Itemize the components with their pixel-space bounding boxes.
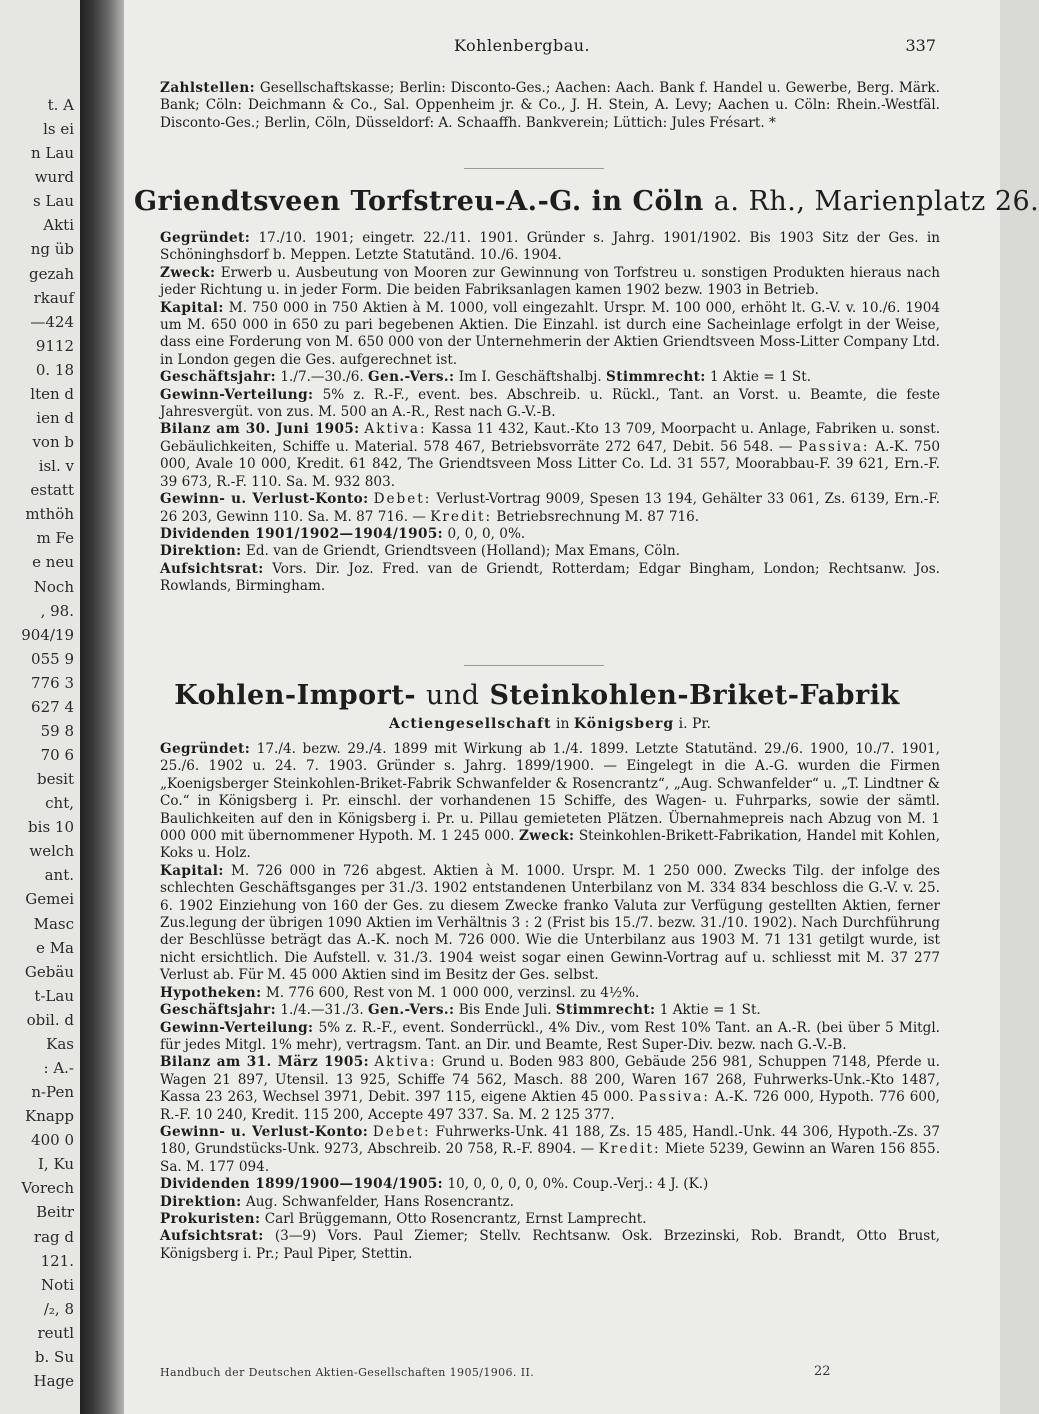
zweck-label: Zweck: bbox=[518, 828, 575, 845]
zahlstellen-label: Zahlstellen: bbox=[160, 80, 256, 96]
company-title-kohlen-import bbox=[134, 680, 940, 711]
aktiva-label: Aktiva: bbox=[374, 1054, 437, 1071]
left-margin-fragment: , 98. bbox=[40, 602, 74, 620]
genvers-text: Bis Ende Juli. bbox=[458, 1002, 552, 1019]
subtitle-in: in bbox=[555, 716, 570, 732]
hypotheken-label: Hypotheken: bbox=[160, 984, 262, 1001]
zahlstellen-text: Gesellschaftskasse; Berlin: Disconto-Ges.; Aachen: Aach. Bank f. Handel u. Gewerbe, Berg. Märk. Bank; Cöln: Deichmann & Co., Sal. Oppenheim jr. & Co., J. H. Stein, A. Levy; Aachen u. Cöln: Rhein.-Westfäl. Disconto-Ges.; Berlin, Cöln, Düsseldorf: A. Schaaffh. Bankverein; Lüttich: Jules Frésart. * bbox=[160, 80, 940, 131]
left-margin-fragment: wurd bbox=[34, 168, 74, 186]
book-page bbox=[124, 0, 1039, 1414]
gegruendet-label: Gegründet: bbox=[160, 230, 251, 246]
zweck-text: Erwerb u. Ausbeutung von Mooren zur Gewinnung von Torfstreu u. sonstigen Produkten hieraus nach jeder Richtung u. in jeder Form. Die beiden Fabriksanlagen kamen 1902 bezw. 1903 in Betrieb. bbox=[160, 264, 941, 299]
running-head: Kohlenbergbau. bbox=[454, 36, 591, 55]
direktion-text: Aug. Schwanfelder, Hans Rosencrantz. bbox=[245, 1193, 514, 1210]
genvers-text: Im I. Geschäftshalbj. bbox=[458, 369, 602, 386]
kredit-label: Kredit: bbox=[598, 1141, 661, 1158]
aufsichtsrat-text: (3—9) Vors. Paul Ziemer; Stellv. Rechtsanw. Osk. Brzezinski, Rob. Brandt, Otto Brust, Königsberg i. Pr.; Paul Piper, Stettin. bbox=[160, 1228, 941, 1262]
dividenden-label: Dividenden 1899/1900—1904/1905: bbox=[160, 1176, 444, 1193]
left-margin-fragment: cht, bbox=[45, 794, 74, 812]
hypotheken-text: M. 776 600, Rest von M. 1 000 000, verzinsl. zu 4½%. bbox=[265, 984, 640, 1001]
left-margin-fragment: ls ei bbox=[43, 120, 74, 138]
bilanz-passiva-text: A.-K. 750 000, Avale 10 000, Kredit. 61 842, The Griendtsveen Moss Litter Co. Ld. 31 557, Moorabbau-F. 39 621, Ern.-F. 39 673, R.-F. 110. Sa. M. 932 803. bbox=[160, 438, 941, 490]
aufsichtsrat-text: Vors. Dir. Joz. Fred. van de Griendt, Rotterdam; Edgar Bingham, London; Rechtsanw. Jos. Rowlands, Birmingham. bbox=[160, 560, 940, 595]
left-margin-fragment: gezah bbox=[29, 265, 74, 283]
left-margin-fragment: Masc bbox=[33, 915, 74, 933]
prokuristen-text: Carl Brüggemann, Otto Rosencrantz, Ernst Lamprecht. bbox=[264, 1210, 647, 1227]
gegruendet-label: Gegründet: bbox=[160, 741, 251, 757]
left-margin-fragment: Kas bbox=[46, 1035, 74, 1053]
dividenden-text: 0, 0, 0, 0%. bbox=[447, 525, 526, 542]
zweck-label: Zweck: bbox=[160, 264, 216, 281]
left-margin-fragment: Hage bbox=[33, 1372, 74, 1390]
gewinn-verteilung-label: Gewinn-Verteilung: bbox=[160, 1019, 314, 1036]
gewinn-verteilung-label: Gewinn-Verteilung: bbox=[160, 386, 314, 403]
left-margin-fragment: rag d bbox=[33, 1228, 74, 1246]
kapital-label: Kapital: bbox=[160, 299, 224, 316]
left-margin-fragment: 121. bbox=[40, 1252, 74, 1270]
book-gutter bbox=[80, 0, 124, 1414]
left-margin-fragment: 904/19 bbox=[21, 626, 74, 644]
left-margin-fragment: t. A bbox=[47, 96, 74, 114]
left-margin-fragment: : A.- bbox=[43, 1059, 74, 1077]
kapital-text: M. 726 000 in 726 abgest. Aktien à M. 1000. Urspr. M. 1 250 000. Zwecks Tilg. der infolge des schlechten Geschäftsganges per 31./3. 1902 entstandenen Unterbilanz von M. 334 834 beschloss die G.-V. v. 25. 6. 1902 Einziehung von 160 der Ges. zu diesem Zwecke franko Valuta zur Verfügung gestellten Aktien, ferner Zus.legung der übrigen 1090 Aktien im Verhältnis 3 : 2 (Frist bis 15./7. bezw. 31./10. 1902). Nach Durchführung der Beschlüsse beträgt das A.-K. noch M. 726 000. Wie die Unterbilanz aus 1903 M. 71 131 getilgt wurde, ist nicht ersichtlich. Die Aufstell. v. 31./3. 1904 weist sogar einen Gewinn-Vortrag auf u. schliesst mit M. 37 277 Verlust ab. Für M. 45 000 Aktien sind im Besitz der Ges. selbst. bbox=[160, 862, 940, 984]
bilanz-label: Bilanz am 30. Juni 1905: bbox=[160, 421, 360, 438]
kredit-label: Kredit: bbox=[430, 508, 493, 525]
zahlstellen-paragraph bbox=[160, 80, 940, 132]
aktiva-label: Aktiva: bbox=[364, 421, 427, 438]
dividenden-text: 10, 0, 0, 0, 0, 0%. Coup.-Verj.: 4 J. (K.) bbox=[447, 1176, 709, 1193]
stimmrecht-label: Stimmrecht: bbox=[555, 1002, 656, 1019]
company-title-part2: Steinkohlen-Briket-Fabrik bbox=[489, 680, 900, 711]
left-margin-fragment: Vorech bbox=[21, 1179, 74, 1197]
left-margin-fragment: Gemei bbox=[25, 890, 74, 908]
left-margin-fragment: 9112 bbox=[35, 337, 74, 355]
left-margin-fragment: t-Lau bbox=[34, 987, 74, 1005]
direktion-text: Ed. van de Griendt, Griendtsveen (Holland); Max Emans, Cöln. bbox=[245, 543, 681, 560]
left-margin-fragment: ien d bbox=[36, 409, 74, 427]
geschaeftsjahr-text: 1./7.—30./6. bbox=[280, 369, 364, 386]
page-footer: Handbuch der Deutschen Aktien-Gesellschaften 1905/1906. II. bbox=[160, 1366, 535, 1379]
subtitle-ag: Actiengesellschaft bbox=[388, 716, 552, 732]
guv-kredit-text: Miete 5239, Gewinn an Waren 156 855. Sa. M. 177 094. bbox=[160, 1141, 941, 1175]
geschaeftsjahr-text: 1./4.—31./3. bbox=[280, 1002, 364, 1019]
company-title-und: und bbox=[425, 680, 480, 711]
geschaeftsjahr-label: Geschäftsjahr: bbox=[160, 1002, 277, 1019]
bilanz-label: Bilanz am 31. März 1905: bbox=[160, 1054, 370, 1071]
left-margin-fragment: 70 6 bbox=[40, 746, 74, 764]
separator-rule bbox=[464, 168, 604, 169]
passiva-label: Passiva: bbox=[798, 438, 870, 455]
left-margin-fragment: e Ma bbox=[36, 939, 74, 957]
left-margin-fragment: obil. d bbox=[26, 1011, 74, 1029]
left-margin-fragment: 627 4 bbox=[31, 698, 74, 716]
left-margin-fragment: Gebäu bbox=[24, 963, 74, 981]
left-margin-fragment: n Lau bbox=[31, 144, 74, 162]
left-margin-fragment: isl. v bbox=[38, 457, 74, 475]
passiva-label: Passiva: bbox=[638, 1089, 710, 1106]
prokuristen-label: Prokuristen: bbox=[160, 1210, 261, 1227]
left-margin-fragment: Beitr bbox=[36, 1203, 74, 1221]
kapital-label: Kapital: bbox=[160, 862, 224, 879]
direktion-label: Direktion: bbox=[160, 1193, 242, 1210]
left-margin-fragment: welch bbox=[29, 842, 74, 860]
aufsichtsrat-label: Aufsichtsrat: bbox=[160, 1228, 264, 1245]
left-margin-fragment: Noch bbox=[33, 578, 74, 596]
left-margin-fragment: 59 8 bbox=[40, 722, 74, 740]
left-page-margin-strip bbox=[0, 0, 80, 1414]
separator-rule bbox=[464, 665, 604, 666]
left-margin-fragment: Akti bbox=[43, 216, 74, 234]
genvers-label: Gen.-Vers.: bbox=[368, 369, 455, 386]
gegruendet-text: 17./10. 1901; eingetr. 22./11. 1901. Gründer s. Jahrg. 1901/1902. Bis 1903 Sitz der Ges. in Schöninghsdorf b. Meppen. Letzte Statutänd. 10./6. 1904. bbox=[160, 230, 940, 264]
guv-label: Gewinn- u. Verlust-Konto: bbox=[160, 491, 369, 508]
left-margin-fragment: lten d bbox=[30, 385, 74, 403]
gegruendet-text: 17./4. bezw. 29./4. 1899 mit Wirkung ab 1./4. 1899. Letzte Statutänd. 29./6. 1900, 10./7. 1901, 25./6. 1902 u. 24. 7. 1903. Gründer s. Jahrg. 1899/1900. — Eingelegt in die A.-G. wurden die Firmen „Koenigsberger Steinkohlen-Briket-Fabrik Schwanfelder & Rosencrantz“, „Aug. Schwanfelder“ u. „T. Lindtner & Co.“ in Königsberg i. Pr. einschl. der vorhandenen 15 Schiffe, des Wagen- u. Fuhrparks, sowie der sämtl. Baulichkeiten auf den in Königsberg i. Pr. u. Pillau gemieteten Plätzen. Übernahmepreis nach Abzug von M. 1 000 000 mit übernommener Hypoth. M. 1 245 000. bbox=[160, 741, 940, 845]
bilanz-passiva-text: A.-K. 726 000, Hypoth. 776 600, R.-F. 10 240, Kredit. 115 200, Accepte 497 337. Sa. M. 2 125 377. bbox=[160, 1089, 940, 1123]
left-margin-fragment: Knapp bbox=[24, 1107, 74, 1125]
left-margin-fragment: n-Pen bbox=[31, 1083, 74, 1101]
debet-label: Debet: bbox=[373, 491, 432, 508]
footer-signature-number: 22 bbox=[814, 1364, 831, 1379]
guv-kredit-text: Betriebsrechnung M. 87 716. bbox=[496, 508, 700, 525]
left-margin-fragment: reutl bbox=[37, 1324, 74, 1342]
company-subtitle bbox=[160, 716, 940, 732]
subtitle-city: Königsberg bbox=[573, 716, 675, 732]
left-margin-fragment: 055 9 bbox=[31, 650, 74, 668]
left-margin-fragment: von b bbox=[32, 433, 74, 451]
subtitle-rest: i. Pr. bbox=[678, 716, 712, 732]
left-margin-fragment: ng üb bbox=[30, 240, 74, 258]
gewinn-verteilung-text: 5% z. R.-F., event. Sonderrückl., 4% Div., vom Rest 10% Tant. an A.-R. (bei über 5 Mitgl. für jedes Mitgl. 1% mehr), vertragsm. Tant. an Dir. und Beamte, Rest Super-Div. bezw. nach G.-V.-B. bbox=[160, 1019, 940, 1053]
genvers-label: Gen.-Vers.: bbox=[368, 1002, 455, 1019]
bilanz-aktiva-text: Grund u. Boden 983 800, Gebäude 256 981, Schuppen 7148, Pferde u. Wagen 21 897, Utensil. 13 925, Schiffe 74 562, Masch. 88 200, Waren 167 268, Fuhrwerks-Unk.-Kto 1487, Kassa 23 263, Wechsel 3971, Debit. 397 115, eigene Aktien 45 000. bbox=[160, 1054, 940, 1106]
kohlen-import-entry bbox=[160, 741, 940, 1263]
left-margin-fragment: besit bbox=[36, 770, 74, 788]
left-margin-fragment: estatt bbox=[30, 481, 74, 499]
aufsichtsrat-label: Aufsichtsrat: bbox=[160, 560, 264, 577]
left-margin-fragment: b. Su bbox=[34, 1348, 74, 1366]
stimmrecht-label: Stimmrecht: bbox=[606, 369, 706, 386]
stimmrecht-text: 1 Aktie = 1 St. bbox=[659, 1002, 761, 1019]
left-margin-fragment: rkauf bbox=[33, 289, 74, 307]
gewinn-verteilung-text: 5% z. R.-F., event. bes. Abschreib. u. Rückl., Tant. an Vorst. u. Beamte, die feste Jahresvergüt. von zus. M. 500 an A.-R., Rest nach G.-V.-B. bbox=[160, 386, 940, 421]
griendtsveen-entry bbox=[160, 230, 940, 596]
left-margin-fragment: Noti bbox=[41, 1276, 74, 1294]
bilanz-aktiva-text: Kassa 11 432, Kaut.-Kto 13 709, Moorpacht u. Anlage, Fabriken u. sonst. Gebäulichkeiten, Schiffe u. Material. 578 467, Betriebsvorräte 272 647, Debit. 56 548. — bbox=[160, 421, 941, 455]
company-title-rest: a. Rh., Marienplatz 26. bbox=[713, 186, 1039, 217]
left-margin-fragment: /₂, 8 bbox=[43, 1300, 74, 1318]
left-margin-fragment: mthöh bbox=[25, 505, 74, 523]
stimmrecht-text: 1 Aktie = 1 St. bbox=[710, 369, 812, 386]
left-margin-fragment: bis 10 bbox=[28, 818, 74, 836]
company-title-main: Griendtsveen Torfstreu-A.-G. in Cöln bbox=[134, 186, 704, 217]
kapital-text: M. 750 000 in 750 Aktien à M. 1000, voll eingezahlt. Urspr. M. 100 000, erhöht lt. G.-V. v. 10./6. 1904 um M. 650 000 in 650 zu pari begebenen Aktien. Die Einzahl. ist durch eine Sacheinlage erfolgt in der Weise, dass eine Forderung von M. 650 000 von der Unternehmerin der Aktien Griendtsveen Moss-Litter Company Ltd. in London gegen die Ges. aufgerechnet ist. bbox=[160, 299, 940, 368]
left-margin-fragment: 0. 18 bbox=[35, 361, 74, 379]
company-title-griendtsveen bbox=[134, 186, 1039, 217]
page-number: 337 bbox=[905, 36, 936, 55]
debet-label: Debet: bbox=[372, 1123, 431, 1140]
guv-label: Gewinn- u. Verlust-Konto: bbox=[160, 1123, 369, 1140]
left-margin-fragment: —424 bbox=[30, 313, 74, 331]
left-margin-fragment: 776 3 bbox=[31, 674, 74, 692]
left-margin-fragment: e neu bbox=[32, 553, 74, 571]
guv-debet-text: Fuhrwerks-Unk. 41 188, Zs. 15 485, Handl.-Unk. 44 306, Hypoth.-Zs. 37 180, Grundstücks-Unk. 9273, Abschreib. 20 758, R.-F. 8904. — bbox=[160, 1123, 940, 1158]
geschaeftsjahr-label: Geschäftsjahr: bbox=[160, 369, 277, 386]
dividenden-label: Dividenden 1901/1902—1904/1905: bbox=[160, 525, 444, 542]
company-title-part1: Kohlen-Import- bbox=[174, 680, 417, 711]
left-margin-fragment: I, Ku bbox=[38, 1155, 74, 1173]
left-margin-fragment: s Lau bbox=[32, 192, 74, 210]
zweck-text: Steinkohlen-Brikett-Fabrikation, Handel mit Kohlen, Koks u. Holz. bbox=[160, 828, 941, 862]
left-margin-fragment: m Fe bbox=[36, 529, 74, 547]
guv-debet-text: Verlust-Vortrag 9009, Spesen 13 194, Gehälter 33 061, Zs. 6139, Ern.-F. 26 203, Gewinn 110. Sa. M. 87 716. — bbox=[160, 491, 940, 525]
direktion-label: Direktion: bbox=[160, 543, 242, 560]
left-margin-fragment: 400 0 bbox=[31, 1131, 74, 1149]
left-margin-fragment: ant. bbox=[44, 866, 74, 884]
